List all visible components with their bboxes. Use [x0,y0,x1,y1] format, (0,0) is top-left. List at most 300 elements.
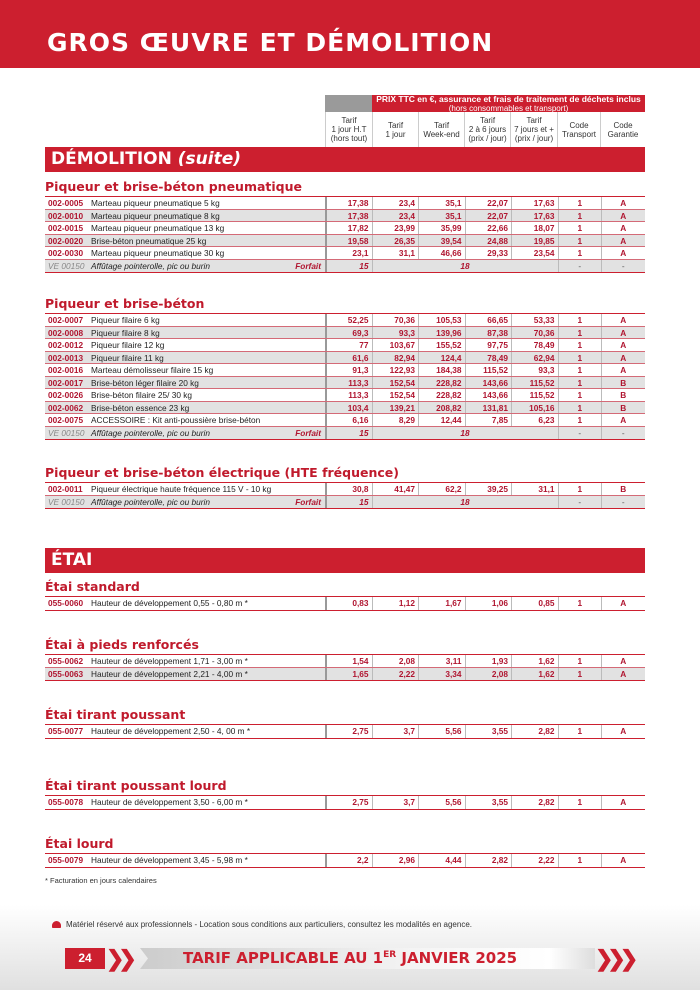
price-cell: 2,22 [372,668,419,681]
article-description [91,796,325,809]
transport-code: 1 [558,668,602,681]
price-subtitle: (hors consommables et transport) [448,103,569,113]
price-cell: 17,82 [325,222,372,234]
description-text: Marteau piqueur pneumatique 8 kg [91,210,220,221]
table-row [45,854,645,867]
price-cell: 113,3 [325,377,372,389]
description-text: Piqueur filaire 12 kg [91,340,165,350]
column-header [600,112,645,147]
guarantee-code: A [601,597,645,610]
description-text: Hauteur de développement 2,21 - 4,00 m * [91,668,248,679]
description-text: Hauteur de développement 3,50 - 6,00 m * [91,797,248,807]
table-row [45,655,645,668]
article-description [91,197,325,209]
price-ht: 15 [325,427,372,440]
price-cell: 139,21 [372,402,419,414]
group-title: Étai tirant poussant [45,707,186,722]
article-code: 055-0077 [48,726,84,736]
guarantee-code: B [601,402,645,414]
price-cell: 2,08 [465,668,512,681]
price-cell: 1,93 [465,655,512,667]
tarif-text-end: JANVIER 2025 [396,949,518,967]
table-row [45,352,645,365]
price-cell: 122,93 [372,364,419,376]
table-row [45,668,645,681]
transport-code: 1 [558,197,602,209]
guarantee-code: A [601,197,645,209]
price-cell: 91,3 [325,364,372,376]
transport-code: 1 [558,655,602,667]
transport-code: 1 [558,352,602,364]
table-row [45,235,645,248]
article-code: 055-0063 [48,668,84,679]
price-cell: 4,44 [418,854,465,867]
description-text: Piqueur filaire 11 kg [91,352,164,363]
table-row [45,483,645,496]
price-cell: 3,55 [465,725,512,738]
group-title: Piqueur et brise-béton électrique (HTE fréquence) [45,465,399,480]
price-cell: 62,94 [511,352,558,364]
price-cell: 87,38 [465,327,512,339]
price-cell: 70,36 [372,314,419,326]
group-title: Piqueur et brise-béton [45,296,205,311]
price-cell: 208,82 [418,402,465,414]
article-description [91,247,325,259]
article-description [91,655,325,667]
price-cell: 2,22 [511,854,558,867]
table-row [45,597,645,610]
price-cell: 1,62 [511,655,558,667]
article-description [91,389,325,401]
footer-note-text: Matériel réservé aux professionnels - Location sous conditions aux particuliers, consultez les modalités en agence. [66,920,472,929]
description-text: Piqueur électrique haute fréquence 115 V - 10 kg [91,484,272,494]
table-row [45,210,645,223]
article-description [91,364,325,376]
section-header [45,548,645,573]
price-cell: 2,82 [465,854,512,867]
article-description [91,210,325,222]
price-cell: 97,75 [465,339,512,351]
price-cell: 2,08 [372,655,419,667]
guarantee-code: A [601,796,645,809]
column-header-line: (hors tout) [330,134,368,143]
table-row [45,389,645,402]
header-price-block [372,95,645,112]
guarantee-code: - [601,427,645,440]
column-header-line: 7 jours et + [514,125,554,134]
price-cell: 5,56 [418,725,465,738]
description-text: Marteau démolisseur filaire 15 kg [91,365,214,375]
transport-code: 1 [558,377,602,389]
price-cell: 1,67 [418,597,465,610]
chevrons-icon: ❯❯❯ [595,946,633,971]
price-cell: 23,4 [372,197,419,209]
price-cell: 69,3 [325,327,372,339]
price-ttc: 18 [372,496,558,509]
article-description [91,222,325,234]
description-text: Marteau piqueur pneumatique 13 kg [91,223,225,233]
transport-code: 1 [558,402,602,414]
price-cell: 3,55 [465,796,512,809]
price-ttc: 18 [372,260,558,273]
transport-code: 1 [558,364,602,376]
price-cell: 155,52 [418,339,465,351]
guarantee-code: A [601,655,645,667]
group-title: Étai standard [45,579,140,594]
price-cell: 46,66 [418,247,465,259]
price-cell: 78,49 [511,339,558,351]
transport-code: 1 [558,414,602,426]
price-cell: 22,07 [465,197,512,209]
price-cell: 35,1 [418,197,465,209]
description-text: Marteau piqueur pneumatique 5 kg [91,198,220,208]
transport-code: - [558,496,602,509]
group-title: Étai tirant poussant lourd [45,778,227,793]
price-cell: 66,65 [465,314,512,326]
tarif-sup: ER [383,950,397,960]
price-cell: 23,1 [325,247,372,259]
column-header [510,112,557,147]
transport-code: 1 [558,483,602,495]
price-cell: 6,23 [511,414,558,426]
guarantee-code: A [601,854,645,867]
price-ht: 15 [325,496,372,509]
price-cell: 35,99 [418,222,465,234]
article-description [91,854,325,867]
price-cell: 105,16 [511,402,558,414]
guarantee-code: B [601,389,645,401]
price-cell: 7,85 [465,414,512,426]
table-row [45,377,645,390]
column-header [325,112,372,147]
description-text: ACCESSOIRE : Kit anti-poussière brise-béton [91,415,261,425]
guarantee-code: B [601,483,645,495]
column-header-line: Week-end [423,129,460,139]
guarantee-code: A [601,235,645,247]
price-cell: 1,06 [465,597,512,610]
price-cell: 2,96 [372,854,419,867]
footnote: * Facturation en jours calendaires [45,876,157,885]
column-header-line: Tarif [433,120,450,130]
description-text: Hauteur de développement 3,45 - 5,98 m * [91,855,248,865]
article-code: VE 00150 [48,427,85,438]
price-cell: 124,4 [418,352,465,364]
price-cell: 22,07 [465,210,512,222]
description-text: Hauteur de développement 0,55 - 0,80 m * [91,598,248,608]
forfait-row [45,260,645,273]
price-cell: 19,85 [511,235,558,247]
price-cell: 12,44 [418,414,465,426]
guarantee-code: A [601,210,645,222]
guarantee-code: A [601,725,645,738]
article-code: 002-0020 [48,235,84,246]
price-cell: 8,29 [372,414,419,426]
price-cell: 143,66 [465,377,512,389]
column-header-line: Tarif [479,116,496,125]
transport-code: 1 [558,389,602,401]
column-header-line: Tarif [526,116,542,125]
price-cell: 78,49 [465,352,512,364]
article-description [91,327,325,339]
price-cell: 29,33 [465,247,512,259]
section-header [45,147,645,172]
transport-code: 1 [558,222,602,234]
price-cell: 1,65 [325,668,372,681]
guarantee-code: B [601,377,645,389]
price-cell: 3,34 [418,668,465,681]
price-cell: 93,3 [511,364,558,376]
transport-code: - [558,260,602,273]
price-table [45,853,645,868]
guarantee-code: A [601,364,645,376]
table-row [45,222,645,235]
forfait-label: Forfait [295,496,321,507]
helmet-icon [52,921,61,928]
page-number: 24 [65,948,105,969]
price-cell: 2,75 [325,796,372,809]
price-cell: 53,33 [511,314,558,326]
guarantee-code: A [601,327,645,339]
column-headers [325,112,645,147]
price-ttc: 18 [372,427,558,440]
price-cell: 115,52 [511,389,558,401]
article-code: 002-0013 [48,352,84,363]
price-cell: 228,82 [418,377,465,389]
column-header-line: Tarif [341,116,357,125]
article-code: 002-0062 [48,402,84,413]
article-description [91,725,325,738]
column-header-line: 1 jour [385,129,406,139]
article-code: 055-0060 [48,598,84,608]
article-code: VE 00150 [48,496,85,507]
price-cell: 77 [325,339,372,351]
guarantee-code: - [601,496,645,509]
column-header [418,112,464,147]
description-text: Brise-béton filaire 25/ 30 kg [91,390,193,400]
price-table [45,482,645,509]
forfait-row [45,427,645,440]
description-text: Affûtage pointerolle, pic ou burin [91,496,211,507]
description-text: Hauteur de développement 1,71 - 3,00 m * [91,656,248,666]
column-header-line: 1 jour H.T [331,125,367,134]
price-cell: 62,2 [418,483,465,495]
price-cell: 103,67 [372,339,419,351]
table-row [45,414,645,427]
transport-code: 1 [558,854,602,867]
price-cell: 6,16 [325,414,372,426]
column-header-line: Tarif [387,120,404,130]
price-cell: 131,81 [465,402,512,414]
article-description [91,496,325,509]
description-text: Hauteur de développement 2,50 - 4, 00 m * [91,726,251,736]
price-cell: 31,1 [511,483,558,495]
article-code: VE 00150 [48,260,85,271]
price-cell: 2,82 [511,725,558,738]
price-cell: 70,36 [511,327,558,339]
price-cell: 52,25 [325,314,372,326]
table-row [45,796,645,809]
price-cell: 115,52 [465,364,512,376]
column-header [557,112,600,147]
article-description [91,339,325,351]
price-cell: 24,88 [465,235,512,247]
price-cell: 103,4 [325,402,372,414]
article-description [91,314,325,326]
price-table [45,724,645,739]
article-description [91,483,325,495]
page-title: GROS ŒUVRE ET DÉMOLITION [47,28,494,57]
description-text: Affûtage pointerolle, pic ou burin [91,427,211,438]
price-cell: 139,96 [418,327,465,339]
price-cell: 152,54 [372,389,419,401]
price-table [45,196,645,273]
price-cell: 1,12 [372,597,419,610]
forfait-row [45,496,645,509]
transport-code: 1 [558,327,602,339]
article-description [91,402,325,414]
price-cell: 0,85 [511,597,558,610]
transport-code: 1 [558,796,602,809]
price-cell: 3,11 [418,655,465,667]
article-description [91,352,325,364]
description-text: Brise-béton pneumatique 25 kg [91,235,207,246]
price-cell: 23,99 [372,222,419,234]
price-table [45,596,645,611]
price-cell: 3,7 [372,796,419,809]
price-cell: 82,94 [372,352,419,364]
section-title: DÉMOLITION [51,149,172,169]
price-cell: 30,8 [325,483,372,495]
column-header-line: (prix / jour) [468,134,507,143]
table-row [45,327,645,340]
tarif-date [183,949,517,967]
price-cell: 22,66 [465,222,512,234]
guarantee-code: A [601,352,645,364]
article-description [91,377,325,389]
price-cell: 18,07 [511,222,558,234]
article-code: 002-0012 [48,340,84,350]
header-ht-block [325,95,372,112]
price-cell: 3,7 [372,725,419,738]
price-table [45,654,645,681]
price-cell: 2,75 [325,725,372,738]
footer-note [52,920,472,929]
column-header-line: Transport [562,129,596,139]
price-cell: 35,1 [418,210,465,222]
article-code: 055-0062 [48,656,84,666]
section-title: ÉTAI [51,550,93,570]
group-title: Piqueur et brise-béton pneumatique [45,179,303,194]
column-header [464,112,510,147]
description-text: Marteau piqueur pneumatique 30 kg [91,248,225,258]
transport-code: 1 [558,597,602,610]
price-cell: 23,54 [511,247,558,259]
table-row [45,197,645,210]
article-code: 002-0075 [48,415,84,425]
price-cell: 61,6 [325,352,372,364]
price-cell: 39,54 [418,235,465,247]
article-code: 002-0017 [48,377,84,388]
price-cell: 26,35 [372,235,419,247]
page-title-bar [0,0,700,68]
price-cell: 17,38 [325,210,372,222]
forfait-label: Forfait [295,427,321,438]
guarantee-code: A [601,247,645,259]
transport-code: 1 [558,235,602,247]
price-cell: 93,3 [372,327,419,339]
article-code: 055-0079 [48,855,84,865]
description-text: Brise-béton essence 23 kg [91,402,190,413]
price-cell: 17,63 [511,197,558,209]
transport-code: 1 [558,247,602,259]
description-text: Affûtage pointerolle, pic ou burin [91,260,211,271]
price-ht: 15 [325,260,372,273]
transport-code: - [558,427,602,440]
price-cell: 2,2 [325,854,372,867]
transport-code: 1 [558,314,602,326]
price-cell: 113,3 [325,389,372,401]
price-cell: 17,38 [325,197,372,209]
table-row [45,402,645,415]
price-cell: 1,62 [511,668,558,681]
price-cell: 19,58 [325,235,372,247]
article-description [91,668,325,681]
table-row [45,247,645,260]
price-table [45,313,645,440]
forfait-label: Forfait [295,260,321,271]
article-description [91,235,325,247]
description-text: Piqueur filaire 8 kg [91,327,160,338]
guarantee-code: A [601,668,645,681]
tarif-text: TARIF APPLICABLE AU 1 [183,949,384,967]
column-header-line: Code [613,120,633,130]
price-cell: 23,4 [372,210,419,222]
column-header [372,112,418,147]
article-code: 002-0030 [48,248,84,258]
price-cell: 143,66 [465,389,512,401]
transport-code: 1 [558,725,602,738]
guarantee-code: A [601,314,645,326]
guarantee-code: A [601,414,645,426]
price-title: PRIX TTC en €, assurance et frais de traitement de déchets inclus [376,94,641,104]
guarantee-code: A [601,222,645,234]
table-row [45,725,645,738]
table-row [45,364,645,377]
column-header-line: (prix / jour) [514,134,554,143]
transport-code: 1 [558,210,602,222]
price-table [45,795,645,810]
article-code: 002-0026 [48,390,84,400]
group-title: Étai à pieds renforcés [45,637,199,652]
group-title: Étai lourd [45,836,114,851]
article-description [91,597,325,610]
price-cell: 115,52 [511,377,558,389]
price-cell: 41,47 [372,483,419,495]
price-cell: 184,38 [418,364,465,376]
price-cell: 5,56 [418,796,465,809]
guarantee-code: - [601,260,645,273]
price-cell: 1,54 [325,655,372,667]
guarantee-code: A [601,339,645,351]
price-cell: 228,82 [418,389,465,401]
article-description [91,260,325,273]
article-description [91,427,325,440]
price-cell: 0,83 [325,597,372,610]
column-header-line: Garantie [607,129,639,139]
article-code: 002-0016 [48,365,84,375]
description-text: Piqueur filaire 6 kg [91,315,160,325]
description-text: Brise-béton léger filaire 20 kg [91,377,199,388]
